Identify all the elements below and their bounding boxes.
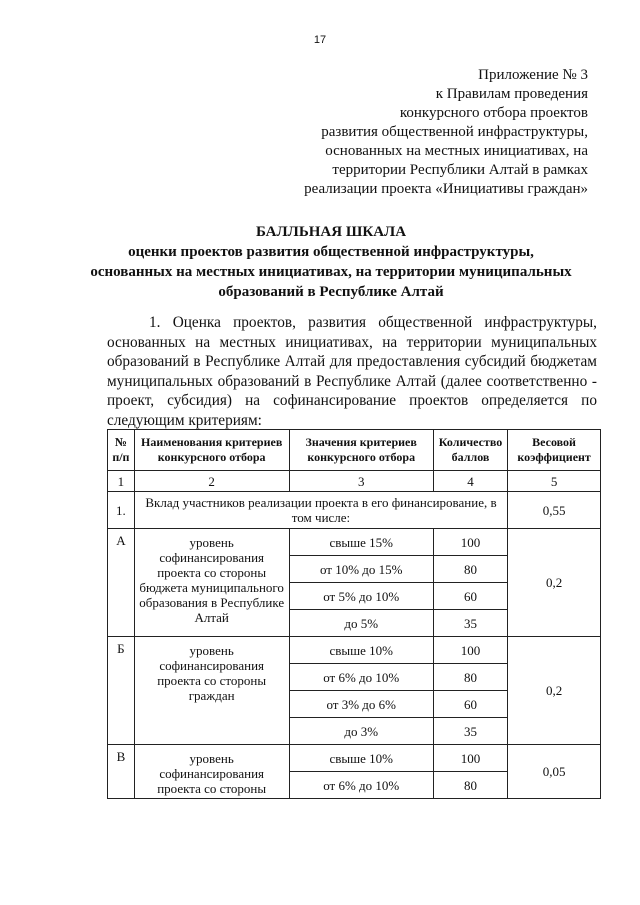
section-row	[108, 492, 601, 529]
group-name: уровень софинансирования проекта со стороны граждан	[134, 637, 289, 745]
group-weight: 0,2	[508, 637, 601, 745]
group-weight: 0,2	[508, 529, 601, 637]
criterion-value: от 5% до 10%	[289, 583, 433, 610]
col-number: 5	[508, 471, 601, 492]
criterion-value: свыше 15%	[289, 529, 433, 556]
criterion-points: 60	[433, 691, 507, 718]
header-name: Наименования критериев конкурсного отбора	[134, 430, 289, 471]
appendix-header	[304, 66, 588, 199]
criterion-value: свыше 10%	[289, 745, 433, 772]
criterion-value: до 3%	[289, 718, 433, 745]
group-letter: А	[108, 529, 135, 637]
criterion-points: 35	[433, 718, 507, 745]
criterion-value: от 6% до 10%	[289, 664, 433, 691]
page-number: 17	[313, 34, 327, 46]
criterion-points: 60	[433, 583, 507, 610]
col-number: 3	[289, 471, 433, 492]
section-num: 1.	[108, 492, 135, 529]
col-number: 2	[134, 471, 289, 492]
table-row	[108, 529, 601, 556]
appendix-line: основанных на местных инициативах, на	[325, 143, 588, 159]
group-letter: В	[108, 745, 135, 799]
section-text: Вклад участников реализации проекта в его финансирование, в том числе:	[134, 492, 507, 529]
criterion-points: 35	[433, 610, 507, 637]
document-title	[60, 222, 602, 302]
section-weight: 0,55	[508, 492, 601, 529]
intro-paragraph	[107, 313, 597, 430]
group-weight: 0,05	[508, 745, 601, 799]
appendix-line: территории Республики Алтай в рамках	[332, 162, 588, 178]
appendix-line: Приложение № 3	[478, 67, 588, 83]
appendix-line: реализации проекта «Инициативы граждан»	[304, 181, 588, 197]
title-line: оценки проектов развития общественной инфраструктуры,	[128, 244, 534, 260]
group-name: уровень софинансирования проекта со стороны	[134, 745, 289, 799]
criterion-points: 100	[433, 637, 507, 664]
criterion-value: до 5%	[289, 610, 433, 637]
criterion-points: 100	[433, 529, 507, 556]
appendix-line: к Правилам проведения	[435, 86, 588, 102]
criterion-points: 80	[433, 772, 507, 799]
header-points: Количество баллов	[433, 430, 507, 471]
criterion-value: от 10% до 15%	[289, 556, 433, 583]
criterion-value: от 6% до 10%	[289, 772, 433, 799]
title-line: основанных на местных инициативах, на территории муниципальных	[90, 264, 572, 280]
criterion-points: 80	[433, 556, 507, 583]
criterion-value: свыше 10%	[289, 637, 433, 664]
col-number: 1	[108, 471, 135, 492]
appendix-line: развития общественной инфраструктуры,	[321, 124, 588, 140]
col-number: 4	[433, 471, 507, 492]
table-row	[108, 745, 601, 772]
header-values: Значения критериев конкурсного отбора	[289, 430, 433, 471]
title-line: БАЛЛЬНАЯ ШКАЛА	[255, 224, 407, 240]
criterion-points: 100	[433, 745, 507, 772]
column-number-row	[108, 471, 601, 492]
criterion-value: от 3% до 6%	[289, 691, 433, 718]
table-row	[108, 637, 601, 664]
criterion-points: 80	[433, 664, 507, 691]
group-name: уровень софинансирования проекта со стороны бюджета муниципального образования в Республике Алтай	[134, 529, 289, 637]
title-line: образований в Республике Алтай	[218, 284, 444, 300]
criteria-table	[107, 429, 601, 799]
paragraph-text: 1. Оценка проектов, развития общественной инфраструктуры, основанных на местных инициативах, на территории муниципальных образований в Республике Алтай для предоставления субсидий бюджетам муниципальных образований в Республике Алтай (далее соответственно - проект, субсидия) на софинансирование проектов определяется по следующим критериям:	[107, 314, 597, 429]
header-weight: Весовой коэффициент	[508, 430, 601, 471]
table-header-row	[108, 430, 601, 471]
header-num: № п/п	[108, 430, 135, 471]
appendix-line: конкурсного отбора проектов	[399, 105, 588, 121]
group-letter: Б	[108, 637, 135, 745]
